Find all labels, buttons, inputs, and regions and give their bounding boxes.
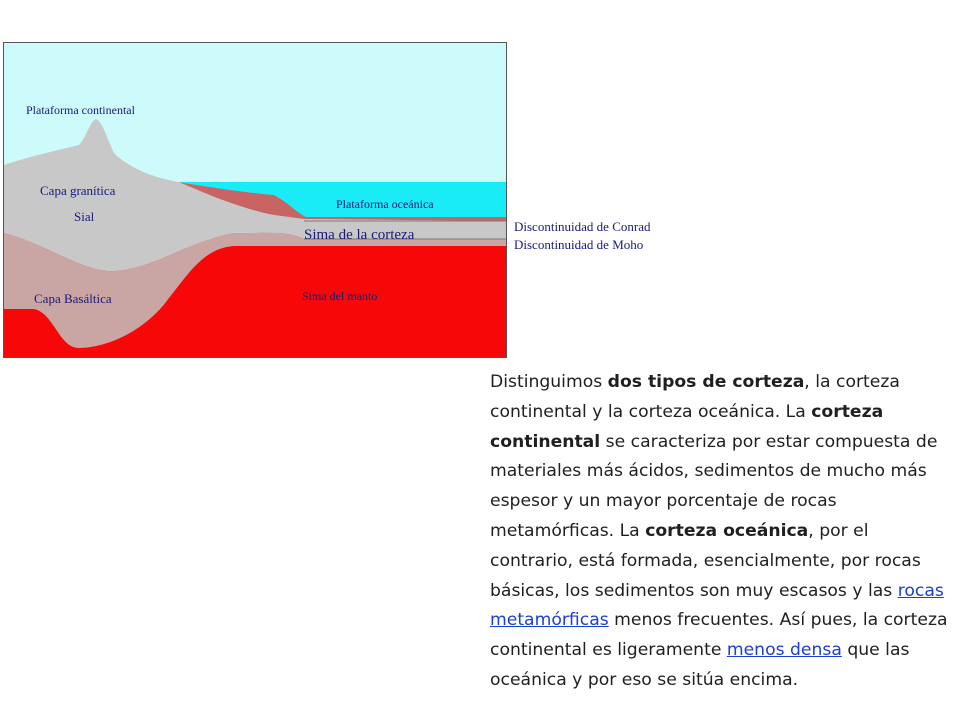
label-discontinuidad-conrad: Discontinuidad de Conrad bbox=[514, 219, 651, 234]
label-plataforma-continental: Plataforma continental bbox=[26, 103, 135, 117]
label-sima-corteza: Sima de la corteza bbox=[304, 227, 415, 243]
link-menos-densa[interactable]: menos densa bbox=[726, 640, 842, 661]
bold-corteza-oceanica: corteza oceánica bbox=[645, 520, 809, 541]
text-segment: , por el contrario, está formada, esencialmente, por rocas básicas, los sedimentos son muy escasos y las bbox=[490, 520, 921, 601]
text-segment: Distinguimos bbox=[490, 372, 608, 392]
bold-corteza-continental: corteza continental bbox=[490, 401, 884, 452]
text-segment: se caracteriza por estar compuesta de materiales más ácidos, sedimentos de mucho más espesor y un mayor porcentaje de rocas metamórficas. La bbox=[490, 431, 938, 541]
bold-dos-tipos: dos tipos de corteza bbox=[607, 372, 805, 392]
label-discontinuidad-moho: Discontinuidad de Moho bbox=[514, 237, 644, 252]
earth-crust-diagram bbox=[3, 42, 507, 358]
text-segment: , la corteza continental y la corteza oceánica. La bbox=[490, 372, 900, 422]
label-capa-granitica: Capa granítica bbox=[40, 183, 116, 198]
label-sima-manto: Sima del manto bbox=[302, 289, 378, 303]
label-plataforma-oceanica: Plataforma oceánica bbox=[336, 197, 434, 211]
text-segment: que las oceánica y por eso se sitúa encima. bbox=[490, 640, 910, 690]
label-sial: Sial bbox=[74, 209, 95, 224]
description-paragraph bbox=[490, 368, 956, 696]
label-capa-basaltica: Capa Basáltica bbox=[34, 291, 112, 306]
link-rocas-metamorficas[interactable]: rocas metamórficas bbox=[490, 580, 944, 631]
text-segment: menos frecuentes. Así pues, la corteza continental es ligeramente bbox=[490, 610, 948, 661]
